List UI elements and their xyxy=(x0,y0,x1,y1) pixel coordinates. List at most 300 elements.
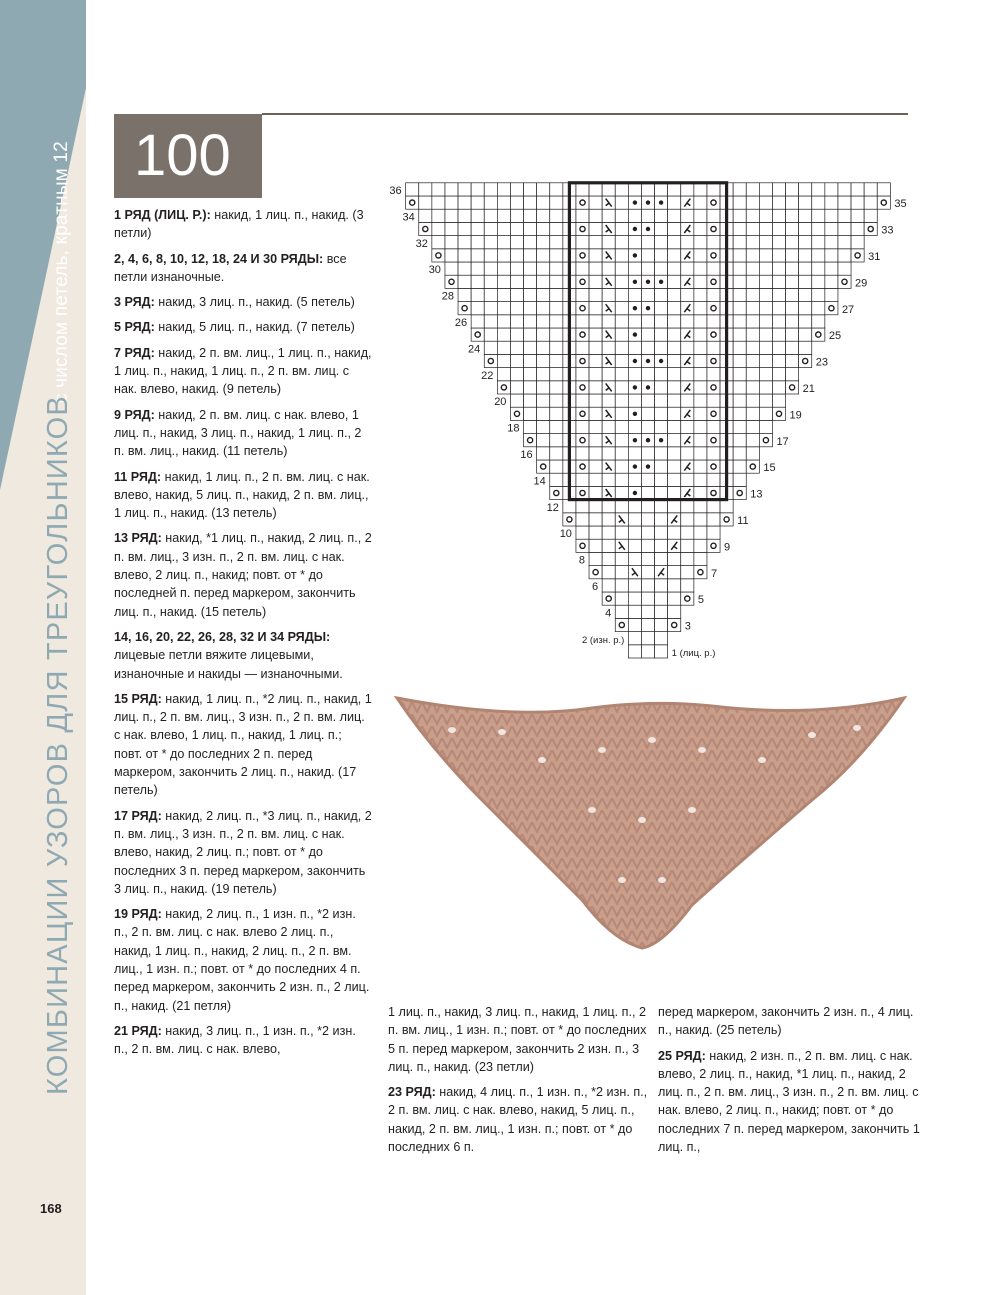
chart-cell xyxy=(497,275,510,288)
row-number: 31 xyxy=(868,251,881,263)
chart-cell xyxy=(589,513,602,526)
chart-cell xyxy=(458,183,471,196)
chart-cell xyxy=(589,236,602,249)
chart-cell xyxy=(589,447,602,460)
chart-cell xyxy=(694,500,707,513)
chart-cell xyxy=(694,486,707,499)
row-number: 36 xyxy=(389,185,402,197)
chart-cell xyxy=(602,236,615,249)
chart-cell xyxy=(497,249,510,262)
chart-cell xyxy=(589,315,602,328)
chart-cell xyxy=(589,209,602,222)
chart-cell xyxy=(707,539,720,552)
chart-cell xyxy=(615,183,628,196)
purl-symbol xyxy=(659,280,663,284)
chart-cell xyxy=(694,302,707,315)
row-number: 34 xyxy=(402,211,415,224)
chart-cell xyxy=(772,354,785,367)
row-number: 18 xyxy=(507,422,520,435)
chart-cell xyxy=(602,592,615,605)
row-heading: 14, 16, 20, 22, 26, 28, 32 И 34 РЯДЫ: xyxy=(114,629,331,644)
chart-cell xyxy=(772,407,785,420)
chart-cell xyxy=(668,275,681,288)
chart-cell xyxy=(537,222,550,235)
row-number: 1 (лиц. р.) xyxy=(671,648,716,659)
chart-cell xyxy=(471,209,484,222)
chart-cell xyxy=(746,196,759,209)
chart-cell xyxy=(812,302,825,315)
chart-cell xyxy=(497,328,510,341)
chart-cell xyxy=(628,341,641,354)
chart-cell xyxy=(851,222,864,235)
chart-cell xyxy=(419,183,432,196)
chart-cell xyxy=(576,486,589,499)
chart-cell xyxy=(772,288,785,301)
chart-cell xyxy=(628,183,641,196)
row-number: 9 xyxy=(724,541,731,554)
chart-cell xyxy=(484,236,497,249)
chart-cell xyxy=(694,196,707,209)
row-number: 6 xyxy=(592,581,599,593)
row-number: 26 xyxy=(454,317,468,329)
chart-cell xyxy=(641,500,654,513)
chart-cell xyxy=(432,249,445,262)
chart-cell xyxy=(694,328,707,341)
chart-cell xyxy=(537,275,550,288)
chart-cell xyxy=(550,420,563,433)
chart-cell xyxy=(615,407,628,420)
purl-symbol xyxy=(633,359,637,363)
chart-cell xyxy=(681,262,694,275)
chart-cell xyxy=(406,196,419,209)
chart-cell xyxy=(458,262,471,275)
chart-cell xyxy=(694,381,707,394)
chart-cell xyxy=(694,420,707,433)
chart-cell xyxy=(550,222,563,235)
chart-cell xyxy=(681,394,694,407)
chart-cell xyxy=(746,341,759,354)
chart-cell xyxy=(589,262,602,275)
chart-cell xyxy=(550,315,563,328)
chart-cell xyxy=(851,249,864,262)
chart-cell xyxy=(681,513,694,526)
chart-cell xyxy=(484,302,497,315)
chart-cell xyxy=(641,447,654,460)
chart-cell xyxy=(484,222,497,235)
chart-cell xyxy=(799,196,812,209)
chart-cell xyxy=(655,579,668,592)
chart-cell xyxy=(602,473,615,486)
chart-cell xyxy=(786,196,799,209)
chart-cell xyxy=(759,315,772,328)
chart-cell xyxy=(432,209,445,222)
chart-cell xyxy=(799,302,812,315)
chart-cell xyxy=(510,236,523,249)
chart-cell xyxy=(497,354,510,367)
chart-cell xyxy=(668,328,681,341)
chart-cell xyxy=(733,394,746,407)
chart-cell xyxy=(707,236,720,249)
chart-cell xyxy=(641,183,654,196)
chart-cell xyxy=(615,434,628,447)
chart-cell xyxy=(484,288,497,301)
chart-cell xyxy=(655,552,668,565)
chart-cell xyxy=(838,222,851,235)
chart-cell xyxy=(615,368,628,381)
chart-cell xyxy=(484,315,497,328)
chart-cell xyxy=(772,302,785,315)
chart-cell xyxy=(602,500,615,513)
chart-cell xyxy=(746,328,759,341)
chart-cell xyxy=(510,328,523,341)
chart-cell xyxy=(733,236,746,249)
chart-cell xyxy=(641,236,654,249)
chart-cell xyxy=(694,447,707,460)
chart-cell xyxy=(510,407,523,420)
row-number: 35 xyxy=(894,198,907,211)
chart-cell xyxy=(759,302,772,315)
chart-cell xyxy=(707,368,720,381)
chart-cell xyxy=(445,249,458,262)
chart-cell xyxy=(668,460,681,473)
chart-cell xyxy=(772,341,785,354)
row-text: перед маркером, закончить 2 изн. п., 4 лиц. п., накид. (25 петель) xyxy=(658,1005,914,1038)
chart-cell xyxy=(471,328,484,341)
chart-cell xyxy=(524,341,537,354)
chart-cell xyxy=(681,420,694,433)
chart-cell xyxy=(681,447,694,460)
chart-cell xyxy=(707,196,720,209)
row-text: накид, 2 изн. п., 2 п. вм. лиц. с нак. влево, 2 лиц. п., накид, *1 лиц. п., накид, 2 лиц. п., 2 п. вм. лиц., 3 изн. п., 2 п. вм. лиц. с нак. влево, 2 лиц. п., накид; повт. от * до последних 7 п. перед маркером, закончить 1 лиц. п., xyxy=(658,1048,920,1155)
chart-cell xyxy=(576,341,589,354)
chart-cell xyxy=(786,368,799,381)
chart-cell xyxy=(550,407,563,420)
row-number: 2 (изн. р.) xyxy=(581,634,625,646)
swatch-photo xyxy=(392,690,912,960)
chart-cell xyxy=(851,209,864,222)
chart-cell xyxy=(707,288,720,301)
chart-cell xyxy=(786,222,799,235)
chart-cell xyxy=(668,592,681,605)
chart-cell xyxy=(812,209,825,222)
chart-cell xyxy=(537,288,550,301)
chart-cell xyxy=(655,513,668,526)
chart-cell xyxy=(589,473,602,486)
chart-cell xyxy=(524,354,537,367)
chart-cell xyxy=(694,341,707,354)
chart-cell xyxy=(628,473,641,486)
chart-cell xyxy=(537,447,550,460)
chart-cell xyxy=(458,302,471,315)
chart-cell xyxy=(458,249,471,262)
chart-cell xyxy=(524,368,537,381)
purl-symbol xyxy=(646,200,650,204)
chart-cell xyxy=(602,288,615,301)
chart-cell xyxy=(733,275,746,288)
row-text: накид, *1 лиц. п., накид, 2 лиц. п., 2 п. вм. лиц., 3 изн. п., 2 п. вм. лиц. с нак. влево, 2 лиц. п., накид; повт. от * до последней п. перед маркером, закончить лиц. п., накид. (15 петель) xyxy=(114,531,372,619)
chart-cell xyxy=(655,394,668,407)
purl-symbol xyxy=(633,464,637,468)
chart-cell xyxy=(681,236,694,249)
chart-cell xyxy=(707,222,720,235)
chart-cell xyxy=(812,315,825,328)
chart-cell xyxy=(419,196,432,209)
chart-cell xyxy=(628,592,641,605)
chart-cell xyxy=(641,209,654,222)
chart-cell xyxy=(668,368,681,381)
chart-cell xyxy=(615,552,628,565)
chart-cell xyxy=(707,486,720,499)
chart-cell xyxy=(759,183,772,196)
chart-cell xyxy=(576,262,589,275)
chart-cell xyxy=(537,262,550,275)
chart-cell xyxy=(786,249,799,262)
chart-cell xyxy=(602,341,615,354)
chart-cell xyxy=(694,552,707,565)
purl-symbol xyxy=(659,359,663,363)
chart-cell xyxy=(576,539,589,552)
chart-cell xyxy=(733,183,746,196)
swatch-shape xyxy=(397,698,904,948)
chart-cell xyxy=(759,196,772,209)
chart-cell xyxy=(510,183,523,196)
instructions-column-2 xyxy=(388,1003,648,1163)
chart-cell xyxy=(759,275,772,288)
chart-cell xyxy=(707,447,720,460)
chart-cell xyxy=(471,315,484,328)
chart-cell xyxy=(510,262,523,275)
chart-cell xyxy=(759,262,772,275)
chart-cell xyxy=(576,222,589,235)
chart-cell xyxy=(694,473,707,486)
chart-cell xyxy=(589,249,602,262)
chart-cell xyxy=(537,209,550,222)
chart-cell xyxy=(628,315,641,328)
chart-cell xyxy=(799,236,812,249)
chart-cell xyxy=(576,513,589,526)
chart-cell xyxy=(497,262,510,275)
chart-cell xyxy=(707,209,720,222)
chart-cell xyxy=(707,249,720,262)
purl-symbol xyxy=(633,332,637,336)
chart-cell xyxy=(445,222,458,235)
purl-symbol xyxy=(659,200,663,204)
chart-cell xyxy=(733,407,746,420)
instruction-paragraph xyxy=(658,1003,920,1040)
chart-cell xyxy=(550,460,563,473)
chart-cell xyxy=(641,513,654,526)
chart-cell xyxy=(655,209,668,222)
chart-cell xyxy=(668,222,681,235)
chart-cell xyxy=(550,354,563,367)
chart-cell xyxy=(510,288,523,301)
row-number: 14 xyxy=(533,475,546,488)
chart-cell xyxy=(812,275,825,288)
chart-cell xyxy=(694,288,707,301)
chart-cell xyxy=(655,222,668,235)
chart-cell xyxy=(641,566,654,579)
chart-cell xyxy=(537,196,550,209)
chart-cell xyxy=(589,526,602,539)
chart-cell xyxy=(694,183,707,196)
chart-cell xyxy=(733,473,746,486)
chart-cell xyxy=(838,183,851,196)
chart-cell xyxy=(484,196,497,209)
row-number: 27 xyxy=(841,303,855,316)
chart-cell xyxy=(746,302,759,315)
chart-cell xyxy=(510,249,523,262)
chart-cell xyxy=(694,407,707,420)
chart-cell xyxy=(497,222,510,235)
chart-cell xyxy=(799,288,812,301)
chart-cell xyxy=(799,354,812,367)
chart-cell xyxy=(655,315,668,328)
row-heading: 3 РЯД: xyxy=(114,295,155,310)
chart-cell xyxy=(681,183,694,196)
chart-cell xyxy=(510,381,523,394)
chart-cell xyxy=(576,302,589,315)
chart-cell xyxy=(759,328,772,341)
chart-cell xyxy=(615,618,628,631)
chart-cell xyxy=(668,407,681,420)
chart-cell xyxy=(655,500,668,513)
chart-cell xyxy=(615,302,628,315)
chart-cell xyxy=(707,460,720,473)
row-number: 7 xyxy=(710,567,718,580)
chart-cell xyxy=(694,368,707,381)
chart-cell xyxy=(681,209,694,222)
chart-cell xyxy=(799,222,812,235)
chart-cell xyxy=(681,500,694,513)
row-number: 24 xyxy=(468,343,481,356)
chart-cell xyxy=(799,315,812,328)
chart-cell xyxy=(746,183,759,196)
chart-cell xyxy=(786,328,799,341)
chart-cell xyxy=(733,460,746,473)
row-number: 21 xyxy=(802,383,815,395)
chart-cell xyxy=(615,288,628,301)
chart-cell xyxy=(851,183,864,196)
chart-cell xyxy=(655,368,668,381)
chart-cell xyxy=(497,236,510,249)
chart-cell xyxy=(471,275,484,288)
row-number: 33 xyxy=(881,224,894,237)
chart-cell xyxy=(694,209,707,222)
chart-cell xyxy=(838,209,851,222)
chart-cell xyxy=(825,209,838,222)
chart-cell xyxy=(589,328,602,341)
purl-symbol xyxy=(646,438,650,442)
chart-cell xyxy=(655,526,668,539)
chart-cell xyxy=(825,275,838,288)
chart-cell xyxy=(655,447,668,460)
chart-cell xyxy=(772,315,785,328)
chart-cell xyxy=(510,196,523,209)
chart-cell xyxy=(759,434,772,447)
chart-cell xyxy=(694,275,707,288)
chart-cell xyxy=(746,368,759,381)
chart-cell xyxy=(772,209,785,222)
chart-cell xyxy=(812,183,825,196)
chart-cell xyxy=(432,196,445,209)
chart-cell xyxy=(615,315,628,328)
row-text: 1 лиц. п., накид, 3 лиц. п., накид, 1 лиц. п., 2 п. вм. лиц., 1 изн. п.; повт. от * до последних 5 п. перед маркером, закончить 2 изн. п., 3 лиц. п., накид. (23 петли) xyxy=(388,1005,647,1074)
chart-cell xyxy=(668,394,681,407)
chart-cell xyxy=(628,552,641,565)
chart-cell xyxy=(694,315,707,328)
chart-cell xyxy=(615,381,628,394)
chart-cell xyxy=(799,209,812,222)
chart-cell xyxy=(458,288,471,301)
chart-cell xyxy=(733,381,746,394)
chart-cell xyxy=(668,420,681,433)
chart-cell xyxy=(615,209,628,222)
chart-cell xyxy=(524,288,537,301)
chart-cell xyxy=(576,288,589,301)
chart-cell xyxy=(484,354,497,367)
chart-cell xyxy=(537,302,550,315)
chart-cell xyxy=(812,222,825,235)
chart-cell xyxy=(510,368,523,381)
row-heading: 9 РЯД: xyxy=(114,407,155,422)
chart-cell xyxy=(694,539,707,552)
instruction-paragraph xyxy=(114,905,372,1015)
row-heading: 19 РЯД: xyxy=(114,907,162,922)
chart-cell xyxy=(681,315,694,328)
chart-cell xyxy=(576,394,589,407)
row-heading: 15 РЯД: xyxy=(114,691,162,706)
chart-cell xyxy=(576,420,589,433)
chart-cell xyxy=(746,288,759,301)
chart-cell xyxy=(471,249,484,262)
chart-cell xyxy=(615,222,628,235)
chart-cell xyxy=(484,249,497,262)
chart-cell xyxy=(668,552,681,565)
purl-symbol xyxy=(633,200,637,204)
chart-cell xyxy=(720,500,733,513)
chart-cell xyxy=(524,183,537,196)
chart-cell xyxy=(419,222,432,235)
chart-cell xyxy=(550,302,563,315)
chart-cell xyxy=(838,236,851,249)
instructions-column-3 xyxy=(658,1003,920,1163)
chart-cell xyxy=(510,222,523,235)
chart-cell xyxy=(641,486,654,499)
chart-cell xyxy=(484,209,497,222)
chart-cell xyxy=(707,513,720,526)
chart-cell xyxy=(602,420,615,433)
chart-cell xyxy=(589,341,602,354)
chart-cell xyxy=(524,222,537,235)
chart-cell xyxy=(497,209,510,222)
chart-cell xyxy=(563,500,576,513)
chart-cell xyxy=(641,249,654,262)
chart-cell xyxy=(471,302,484,315)
purl-symbol xyxy=(659,438,663,442)
chart-cell xyxy=(589,500,602,513)
chart-cell xyxy=(641,592,654,605)
chart-cell xyxy=(668,183,681,196)
chart-cell xyxy=(510,394,523,407)
chart-cell xyxy=(825,222,838,235)
chart-cell xyxy=(537,328,550,341)
chart-cell xyxy=(825,183,838,196)
row-number: 15 xyxy=(763,462,776,475)
chart-cell xyxy=(458,236,471,249)
chart-cell xyxy=(694,262,707,275)
row-number: 23 xyxy=(815,356,828,369)
chart-cell xyxy=(628,288,641,301)
